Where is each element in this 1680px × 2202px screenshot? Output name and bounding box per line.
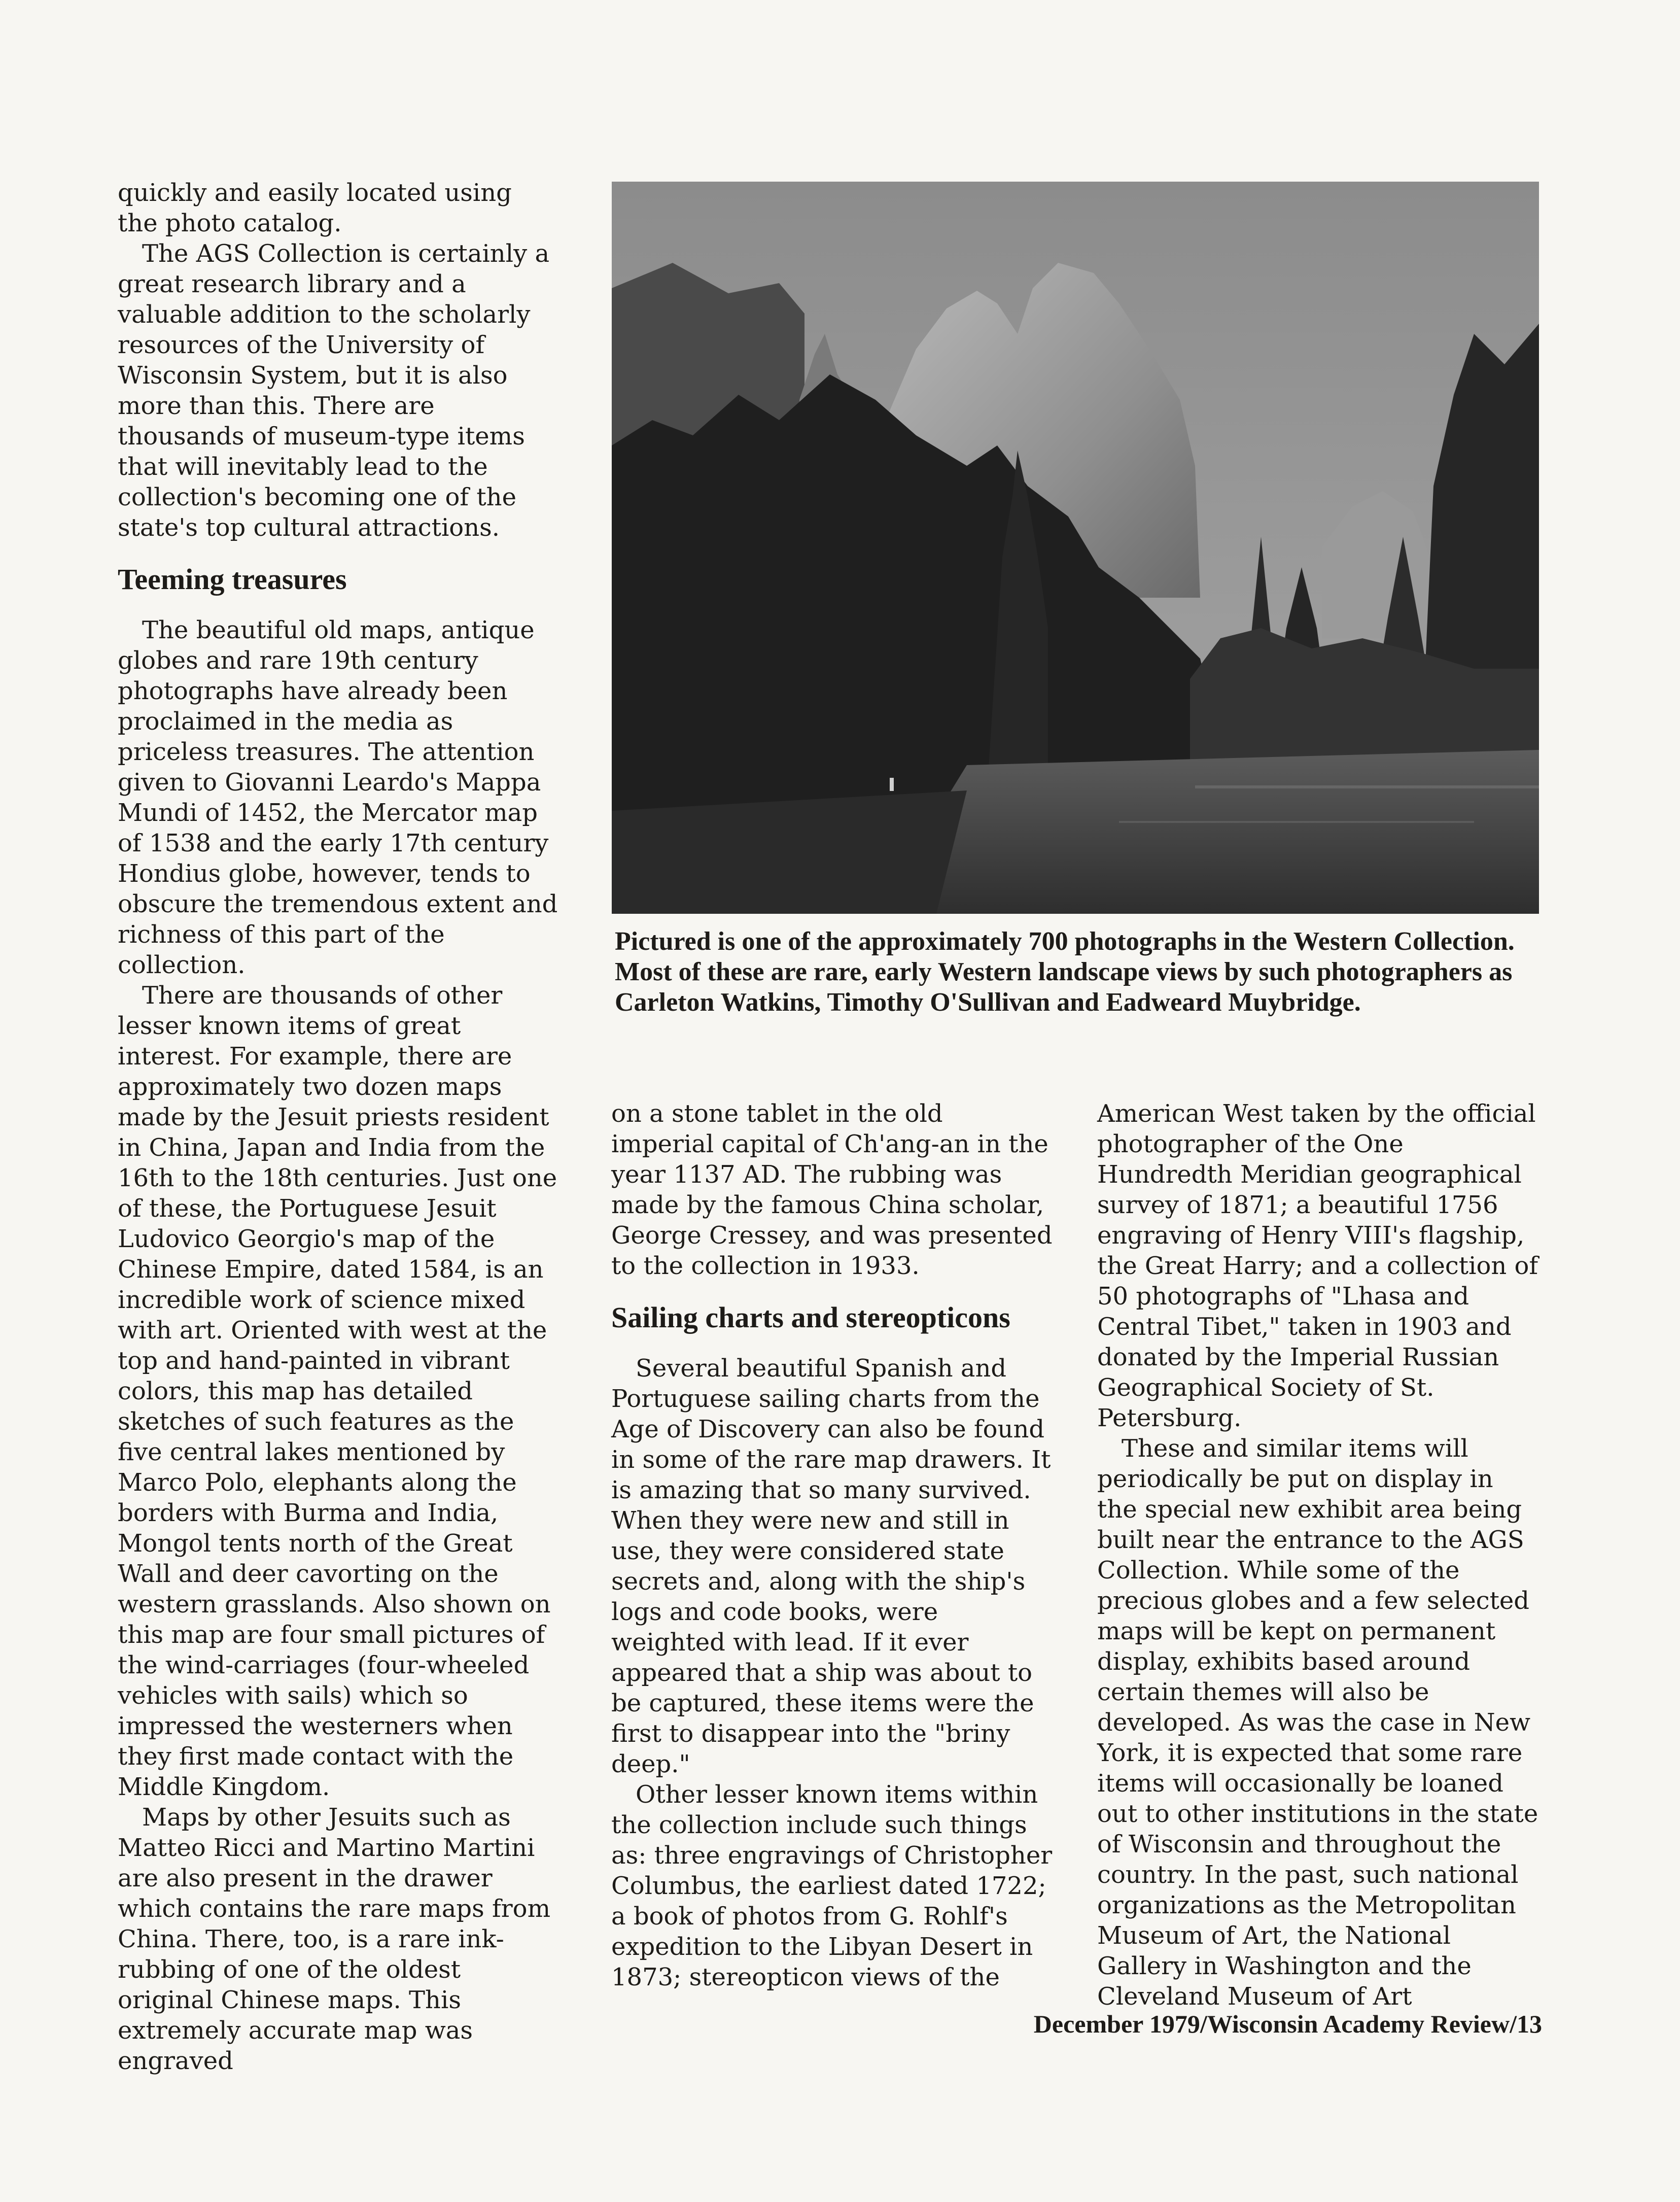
section-heading-sailing-charts: Sailing charts and stereopticons <box>611 1301 1010 1334</box>
column-1 <box>118 178 559 2076</box>
col3-paragraph-1: American West taken by the official photographer of the One Hundredth Meridian geographical survey of 1871; a beautiful 1756 engraving of Henry VIII's flagship, the Great Harry; and a collection of 50 photographs of "Lhasa and Central Tibet," taken in 1903 and donated by the Imperial Russian Geographical Society of St. Petersburg. <box>1097 1099 1538 1432</box>
col2-paragraph-2: Several beautiful Spanish and Portuguese sailing charts from the Age of Discovery can also be found in some of the rare map drawers. It is amazing that so many survived. When they were new and still in use, they were considered state secrets and, along with the ship's logs and code books, were weighted with lead. If it ever appeared that a ship was about to be captured, these items were the first to disappear into the "briny deep." <box>611 1354 1051 1778</box>
col1-paragraph-1: quickly and easily located using the photo catalog. <box>118 179 512 237</box>
column-2 <box>611 1098 1053 1992</box>
col1-paragraph-2: The AGS Collection is certainly a great research library and a valuable addition to the scholarly resources of the University of Wisconsin System, but it is also more than this. There are thousands of museum-type items that will inevitably lead to the collection's becoming one of the state's top cultural attractions. <box>118 239 550 542</box>
col2-paragraph-3: Other lesser known items within the collection include such things as: three engravings of Christopher Columbus, the earliest dated 1722; a book of photos from G. Rohlf's expedition to the Libyan Desert in 1873; stereopticon views of the <box>611 1780 1053 1991</box>
col2-paragraph-1: on a stone tablet in the old imperial capital of Ch'ang-an in the year 1137 AD. The rubbing was made by the famous China scholar, George Cressey, and was presented to the collection in 1933. <box>611 1099 1053 1280</box>
landscape-photograph <box>612 182 1539 914</box>
col1-paragraph-5: Maps by other Jesuits such as Matteo Ricci and Martino Martini are also present in the drawer which contains the rare maps from China. There, too, is a rare ink-rubbing of one of the oldest original Chinese maps. This extremely accurate map was engraved <box>118 1803 551 2075</box>
photo-caption: Pictured is one of the approximately 700 photographs in the Western Collection. Most of these are rare, early Western landscape views by such photographers as Carleton Watkins, Timothy O'Sullivan and Eadweard Muybridge. <box>615 927 1515 1017</box>
col1-paragraph-3: The beautiful old maps, antique globes and rare 19th century photographs have already been proclaimed in the media as priceless treasures. The attention given to Giovanni Leardo's Mappa Mundi of 1452, the Mercator map of 1538 and the early 17th century Hondius globe, however, tends to obscure the tremendous extent and richness of this part of the collection. <box>118 616 558 979</box>
col3-paragraph-2: These and similar items will periodically be put on display in the special new exhibit area being built near the entrance to the AGS Collection. While some of the precious globes and a few selected maps will be kept on permanent display, exhibits based around certain themes will also be developed. As was the case in New York, it is expected that some rare items will occasionally be loaned out to other institutions in the state of Wisconsin and throughout the country. In the past, such national organizations as the Metropolitan Museum of Art, the National Gallery in Washington and the Cleveland Museum of Art <box>1097 1434 1538 2011</box>
section-heading-teeming-treasures: Teeming treasures <box>118 563 347 596</box>
col1-paragraph-4: There are thousands of other lesser known items of great interest. For example, there are approximately two dozen maps made by the Jesuit priests resident in China, Japan and India from the 16th to the 18th centuries. Just one of these, the Portuguese Jesuit Ludovico Georgio's map of the Chinese Empire, dated 1584, is an incredible work of science mixed with art. Oriented with west at the top and hand-painted in vibrant colors, this map has detailed sketches of such features as the five central lakes mentioned by Marco Polo, elephants along the borders with Burma and India, Mongol tents north of the Great Wall and deer cavorting on the western grasslands. Also shown on this map are four small pictures of the wind-carriages (four-wheeled vehicles with sails) which so impressed the westerners when they first made contact with the Middle Kingdom. <box>118 981 557 1801</box>
column-3 <box>1097 1098 1538 2012</box>
page-footer: December 1979/Wisconsin Academy Review/13 <box>1033 2010 1542 2038</box>
